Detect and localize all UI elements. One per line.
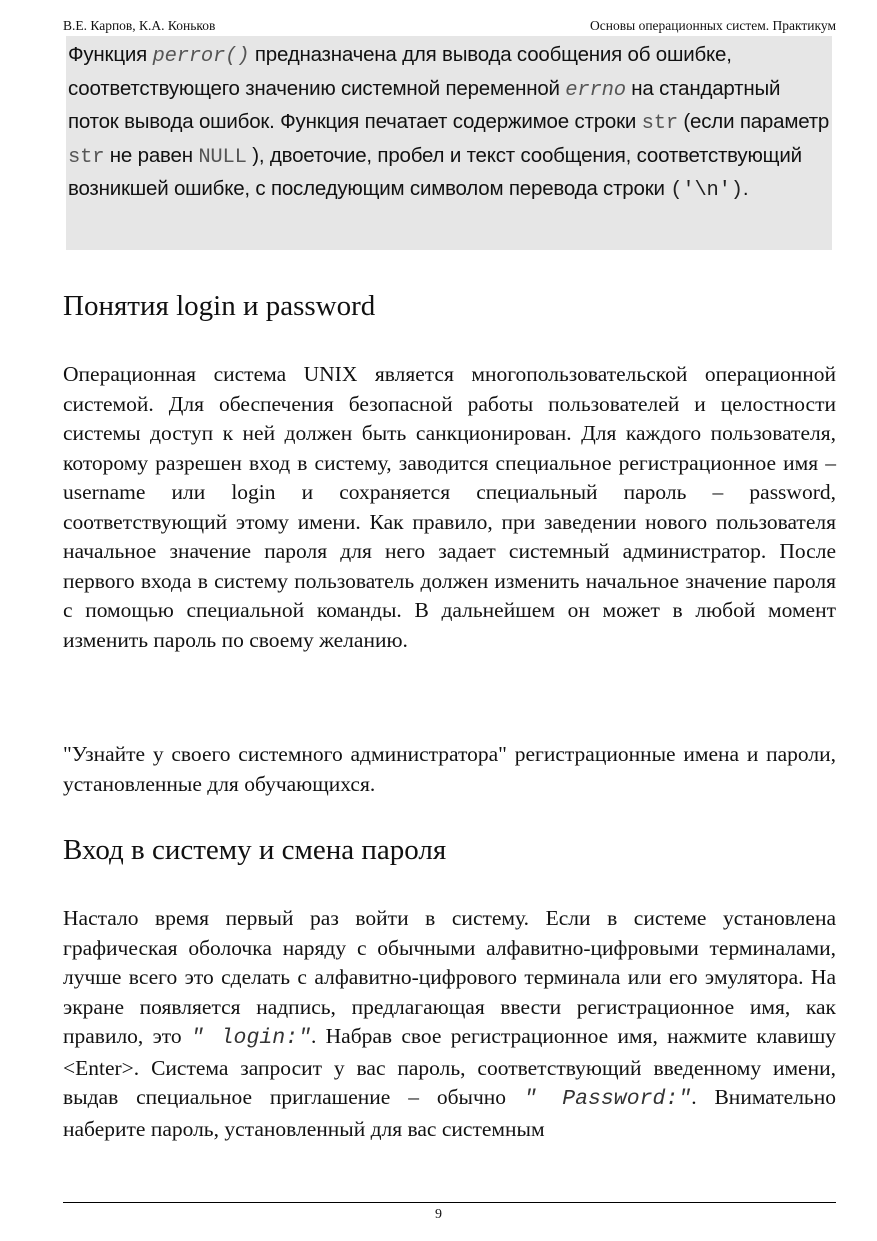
paragraph-text: . Набрав свое регистрационное имя, нажмите клавишу <Enter>. Система запросит у вас пароль, соответствующий введенному имени, выдав специальное приглашение – обычно xyxy=(63,1024,836,1109)
code-newline: ('\n') xyxy=(670,179,743,202)
section-heading-login-change-password: Вход в систему и смена пароля xyxy=(63,834,447,866)
code-password-prompt: " Password:" xyxy=(523,1087,692,1111)
header-authors: В.Е. Карпов, К.А. Коньков xyxy=(63,18,216,33)
note-text: (если параметр xyxy=(677,110,830,133)
code-str: str xyxy=(68,145,105,169)
note-text: предназначена для вывода сообщения об ошибке, соответствующего значению системной переменной xyxy=(68,43,732,100)
note-text: не равен xyxy=(104,143,199,167)
note-text: Функция xyxy=(68,43,153,66)
code-str: str xyxy=(641,112,678,135)
page-number: 9 xyxy=(435,1207,442,1222)
note-text: на стандартный поток вывода ошибок. Функция печатает содержимое строки xyxy=(68,76,781,133)
code-perror: perror() xyxy=(152,45,250,68)
header-book-title: Основы операционных систем. Практикум xyxy=(590,18,836,33)
note-text: ), двоеточие, пробел и текст сообщения, соответствующий возникшей ошибке, с последующим символом перевода строки xyxy=(68,143,802,200)
paragraph-text: Настало время первый раз войти в систему. Если в системе установлена графическая оболочка наряду с обычными алфавитно-цифровыми терминалами, лучше всего это сделать с алфавитно-цифрового терминала или его эмулятора. На экране появляется надпись, предлагающая ввести регистрационное имя, как правило, это xyxy=(63,906,836,1048)
running-header xyxy=(63,17,836,35)
code-login-prompt: " login:" xyxy=(190,1026,311,1050)
footer-divider xyxy=(63,1202,836,1203)
note-text: . xyxy=(742,177,749,200)
code-null: NULL xyxy=(198,145,247,169)
section-heading-login-password: Понятия login и password xyxy=(63,290,376,322)
paragraph-login-intro: Операционная система UNIX является многопользовательской операционной системой. Для обеспечения безопасной работы пользователей и целостности системы доступ к ней должен быть санкционирован. Для каждого пользователя, которому разрешен вход в систему, заводится специальное регистрационное имя – username или login и сохраняется специальный пароль – password, соответствующий этому имени. Как правило, при заведении нового пользователя начальное значение пароля для него задает системный администратор. После первого входа в систему пользователь должен изменить начальное значение пароля с помощью специальной команды. В дальнейшем он может в любой момент изменить пароль по своему желанию. xyxy=(63,362,836,652)
paragraph-login-procedure xyxy=(63,904,836,1144)
code-errno: errno xyxy=(565,78,626,102)
paragraph-text: . Внимательно наберите пароль, установленный для вас системным xyxy=(63,1085,836,1141)
note-box xyxy=(66,36,832,250)
paragraph-ask-admin: "Узнайте у своего системного администратора" регистрационные имена и пароли, установленные для обучающихся. xyxy=(63,742,836,796)
